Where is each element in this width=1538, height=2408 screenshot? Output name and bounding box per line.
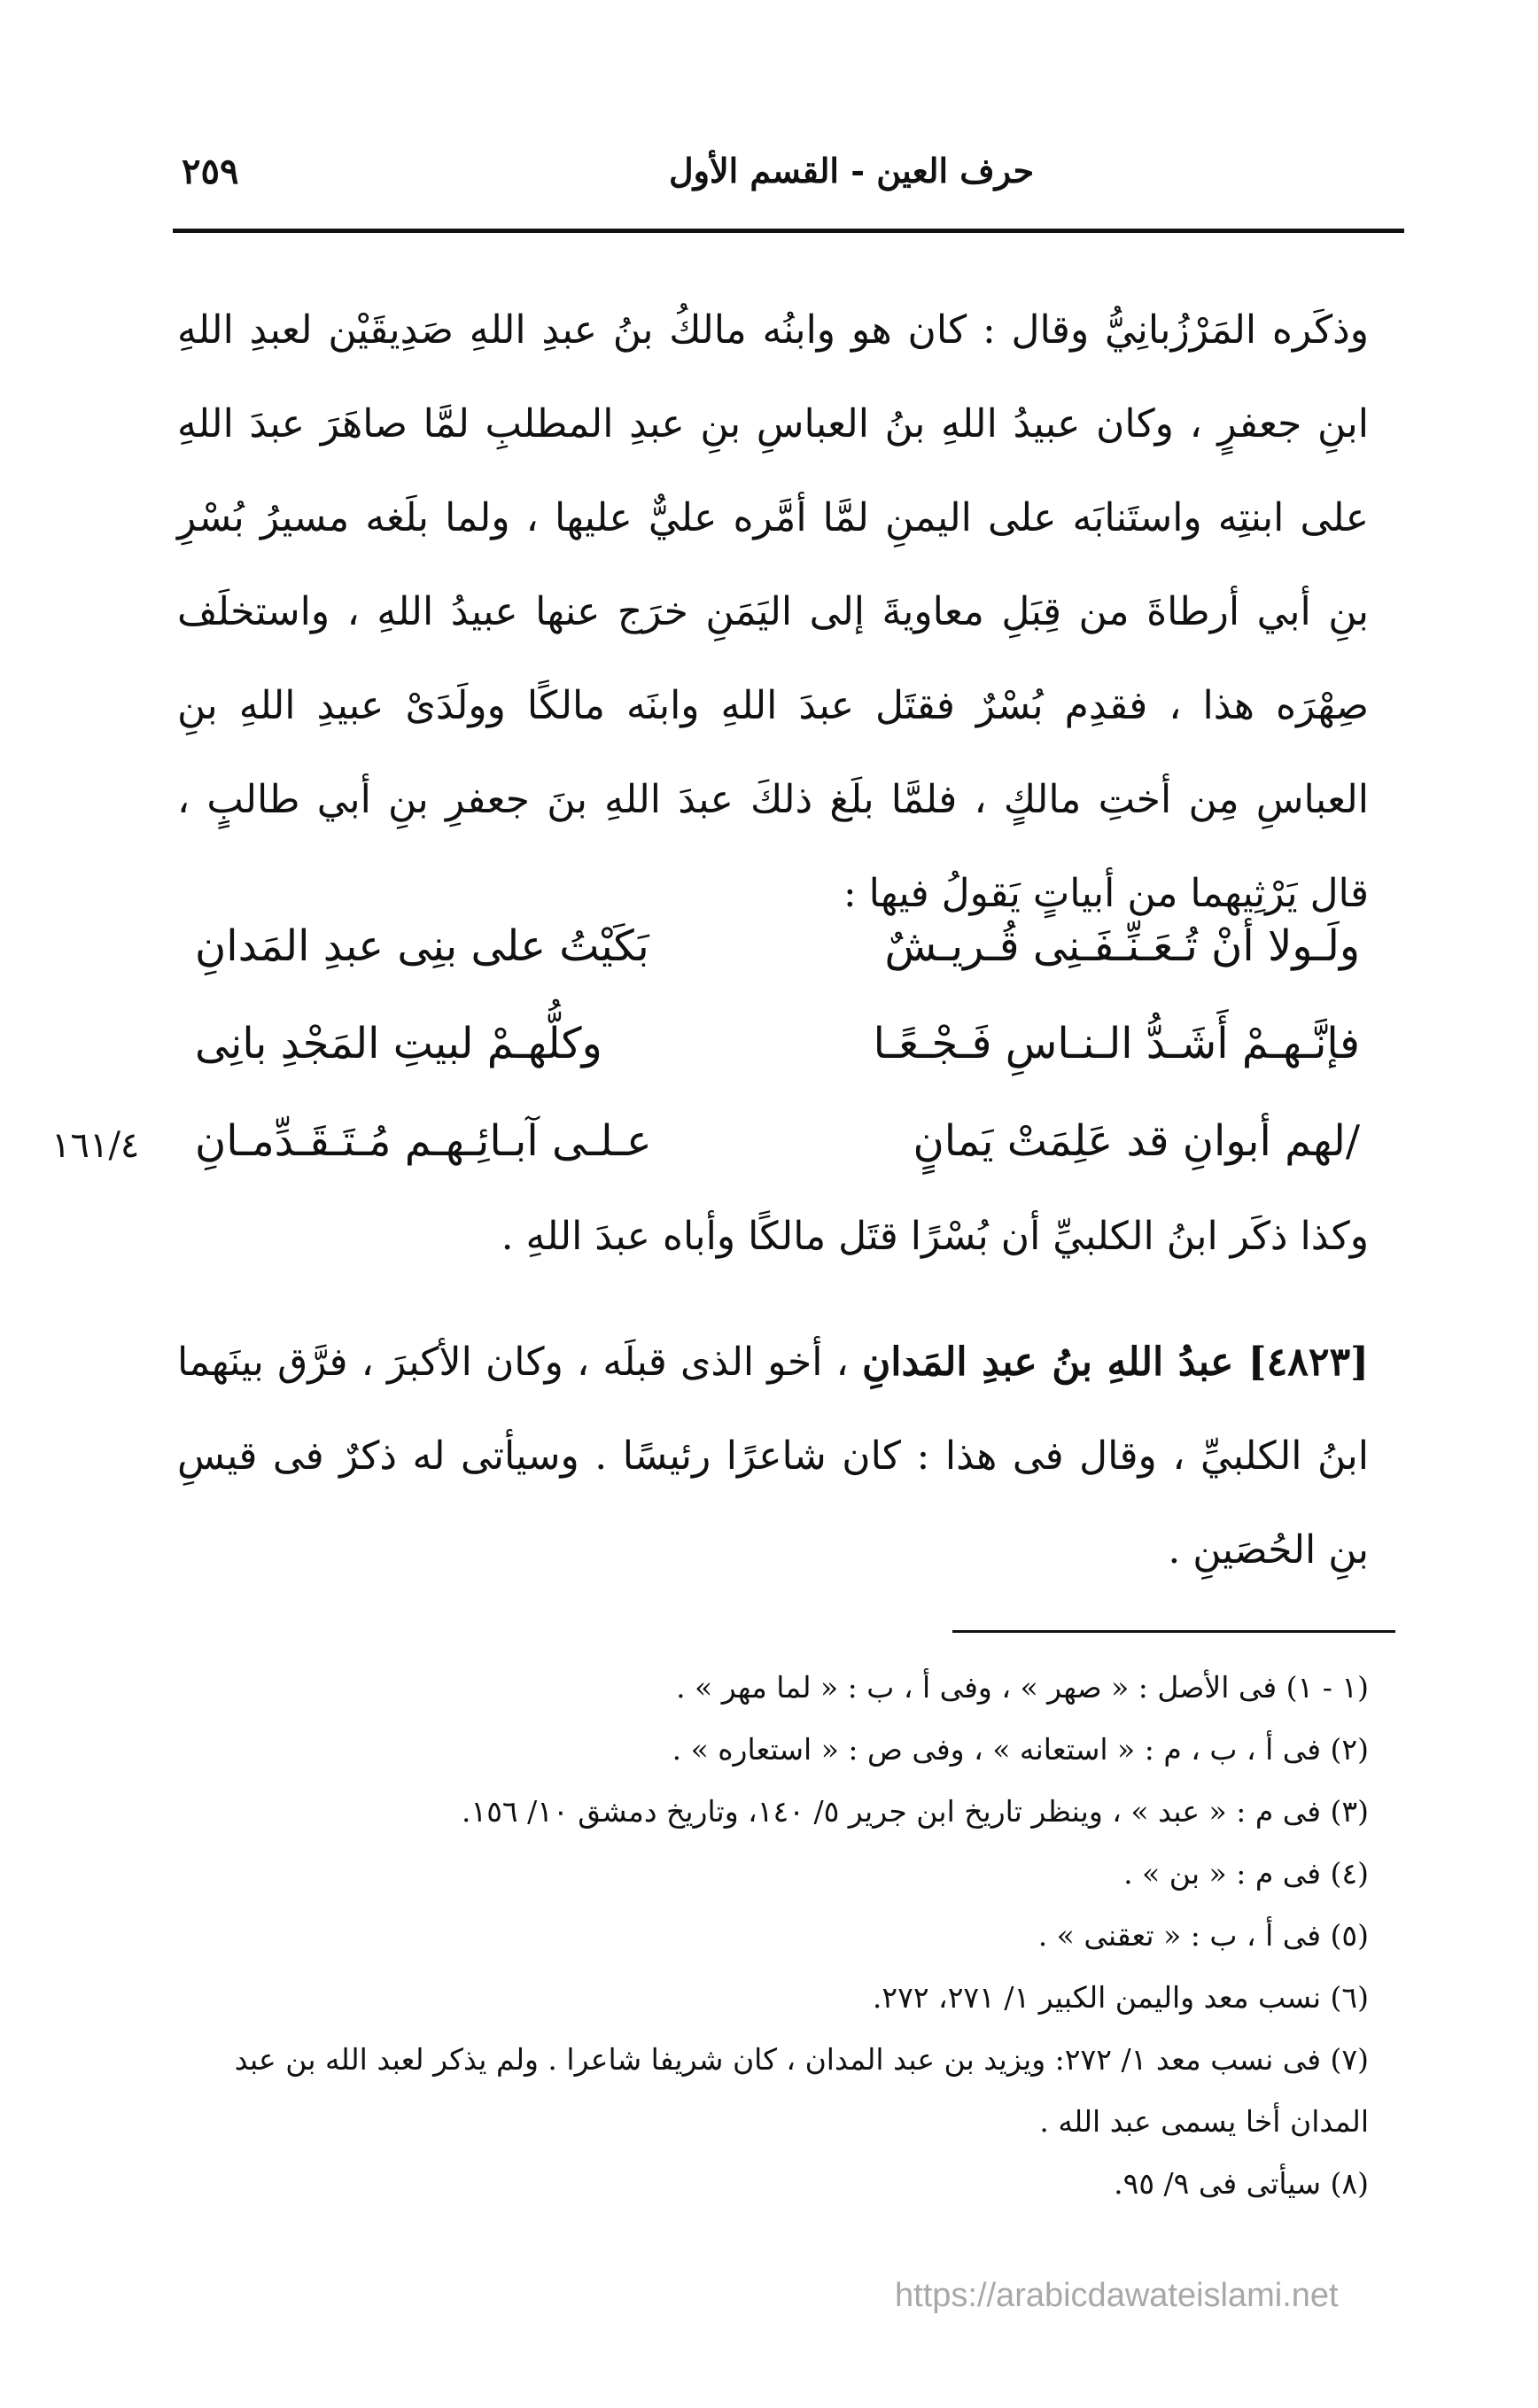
- footnote: (٤) فى م : « بن » .: [1123, 1856, 1369, 1891]
- footnote-rule: [952, 1630, 1395, 1633]
- footnote: (٢) فى أ ، ب ، م : « استعانه » ، وفى ص : « استعاره » .: [672, 1732, 1369, 1767]
- footnote: (٨) سيأتى فى ٩/ ٩٥.: [1114, 2166, 1369, 2201]
- footnote: (٣) فى م : « عبد » ، وينظر تاريخ ابن جرير ٥/ ١٤٠، وتاريخ دمشق ١٠/ ١٥٦.: [461, 1794, 1369, 1829]
- poem: [177, 921, 1369, 1214]
- second-hemistich: عـلـى آبـائِـهـم مُـتَـقَـدِّمـانِ: [195, 1116, 652, 1166]
- page-header: [173, 151, 1395, 213]
- first-hemistich: فإنَّـهـمْ أَشَـدُّ الـنـاسِ فَـجْـعًـا: [873, 1019, 1360, 1068]
- first-hemistich: ولَـولا أنْ تُـعَـنِّـفَـنِى قُـريـشٌ: [884, 921, 1360, 971]
- entry-text: ، أخو الذى قبلَه ، وكان الأكبرَ ، فرَّق بينَهما ابنُ الكلبيِّ ، وقال فى هذا : كان شاعرًا رئيسًا . وسيأتى له ذكرٌ فى قيسِ بنِ الحُصَينِ .: [177, 1340, 1369, 1573]
- footnotes: [177, 1657, 1369, 2215]
- second-hemistich: بَكَيْتُ على بنِى عبدِ المَدانِ: [195, 921, 649, 971]
- first-hemistich: /لهم أبوانِ قد عَلِمَتْ يَمانٍ: [913, 1116, 1360, 1166]
- page-number: ٢٥٩: [182, 151, 239, 192]
- footnote: (١ - ١) فى الأصل : « صهر » ، وفى أ ، ب : « لما مهر » .: [676, 1670, 1369, 1705]
- entry-heading: [٤٨٢٣] عبدُ اللهِ بنُ عبدِ المَدانِ: [861, 1340, 1369, 1385]
- poem-verse: [177, 1019, 1369, 1116]
- margin-reference: ١٦١/٤: [51, 1125, 140, 1166]
- after-poem-text: وكذا ذكَر ابنُ الكلبيِّ أن بُسْرًا قتَل مالكًا وأباه عبدَ اللهِ .: [501, 1214, 1369, 1259]
- header-rule: [173, 229, 1404, 233]
- running-head: حرف العين - القسم الأول: [669, 151, 1035, 190]
- footnote: (٧) فى نسب معد ١/ ٢٧٢: ويزيد بن عبد المدان ، كان شريفا شاعرا . ولم يذكر لعبد الله بن عبد المدان أخا يسمى عبد الله .: [234, 2042, 1369, 2139]
- entry-paragraph: [177, 1316, 1369, 1597]
- poem-verse: [177, 921, 1369, 1019]
- watermark-url: https://arabicdawateislami.net: [895, 2277, 1339, 2314]
- footnote: (٥) فى أ ، ب : « تعقنى » .: [1037, 1918, 1369, 1953]
- footnote: (٦) نسب معد واليمن الكبير ١/ ٢٧١، ٢٧٢.: [872, 1980, 1369, 2015]
- poem-verse: [177, 1116, 1369, 1214]
- second-hemistich: وكلُّهـمْ لبيتِ المَجْدِ بانِى: [195, 1019, 602, 1068]
- body-paragraph: وذكَره المَرْزُبانِيُّ وقال : كان هو وابنُه مالكُ بنُ عبدِ اللهِ صَدِيقَيْن لعبدِ اللهِ ابنِ جعفرٍ ، وكان عبيدُ اللهِ بنُ العباسِ بنِ عبدِ المطلبِ لمَّا صاهَرَ عبدَ اللهِ على ابنتِه واستَنابَه على اليمنِ لمَّا أمَّره عليٌّ عليها ، ولما بلَغه مسيرُ بُسْرِ بنِ أبي أرطاةَ من قِبَلِ معاويةَ إلى اليَمَنِ خرَج عنها عبيدُ اللهِ ، واستخلَف صِهْرَه هذا ، فقدِم بُسْرٌ فقتَل عبدَ اللهِ وابنَه مالكًا وولَدَىْ عبيدِ اللهِ بنِ العباسِ مِن أختِ مالكٍ ، فلمَّا بلَغ ذلكَ عبدَ اللهِ بنَ جعفرِ بنِ أبي طالبٍ ، قال يَرْثِيهما من أبياتٍ يَقولُ فيها :: [177, 307, 1369, 916]
